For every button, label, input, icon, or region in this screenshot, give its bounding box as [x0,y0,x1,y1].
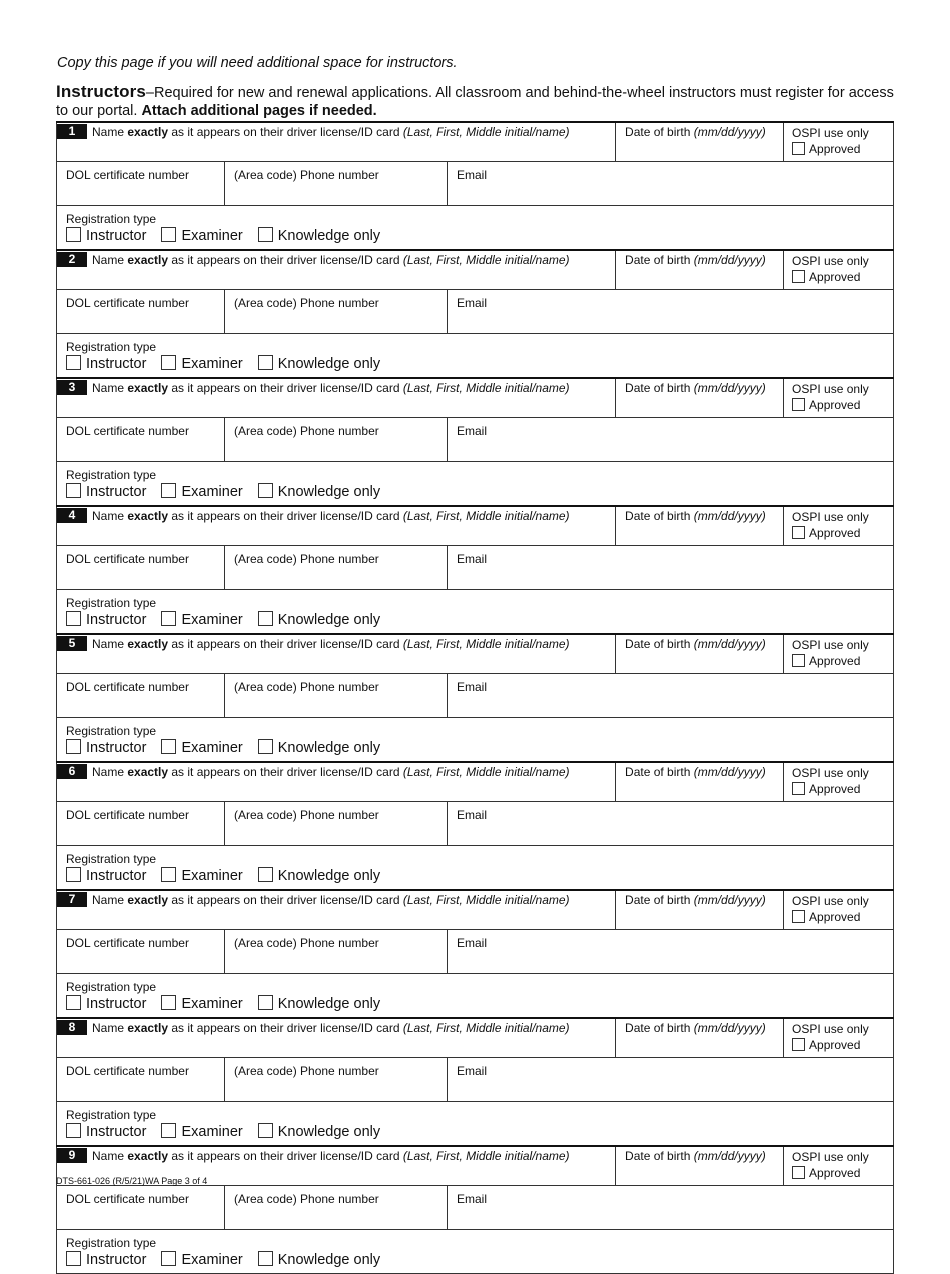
email-field[interactable] [448,930,894,974]
instructor-row-name [57,634,894,674]
instructor-row-contact [57,1186,894,1230]
phone-field[interactable] [225,546,448,590]
dob-label: Date of birth (mm/dd/yyyy) [625,509,766,523]
instructor-checkbox[interactable] [66,1251,81,1266]
approved-checkbox[interactable] [792,1166,805,1179]
instructor-checkbox[interactable] [66,867,81,882]
registration-type-cell [57,334,894,379]
knowledge-only-option-label: Knowledge only [277,1252,381,1268]
instructor-checkbox[interactable] [66,995,81,1010]
dob-field[interactable] [616,634,784,674]
ospi-label: OSPI use only [792,1022,869,1036]
name-label: Name exactly as it appears on their driver license/ID card (Last, First, Middle initial/name) [92,381,570,395]
dol-cert-label: DOL certificate number [66,168,189,182]
ospi-use-cell [784,1018,894,1058]
email-field[interactable] [448,546,894,590]
instructors-table [56,121,894,1274]
phone-field[interactable] [225,418,448,462]
name-label: Name exactly as it appears on their driver license/ID card (Last, First, Middle initial/name) [92,125,570,139]
instructor-row-registration [57,462,894,507]
approved-label: Approved [809,1038,861,1052]
phone-field[interactable] [225,1186,448,1230]
dob-label: Date of birth (mm/dd/yyyy) [625,765,766,779]
name-label: Name exactly as it appears on their driver license/ID card (Last, First, Middle initial/name) [92,765,570,779]
phone-label: (Area code) Phone number [234,1064,379,1078]
instructor-row-contact [57,546,894,590]
instructor-number: 9 [57,1148,87,1163]
name-field[interactable] [57,250,616,290]
examiner-checkbox[interactable] [161,1251,176,1266]
knowledge-only-option-label: Knowledge only [277,356,381,372]
registration-type-label: Registration type [66,468,157,482]
email-label: Email [457,808,488,822]
examiner-option-label: Examiner [181,356,243,372]
name-field[interactable] [57,634,616,674]
instructor-number: 4 [57,508,87,523]
examiner-checkbox[interactable] [161,867,176,882]
email-field[interactable] [448,162,894,206]
name-field[interactable] [57,1018,616,1058]
registration-type-cell [57,1102,894,1147]
dol-cert-label: DOL certificate number [66,808,189,822]
instructor-row-registration [57,1102,894,1147]
instructor-option-label: Instructor [86,356,147,372]
name-field[interactable] [57,378,616,418]
dob-field[interactable] [616,1146,784,1186]
knowledge-only-option-label: Knowledge only [277,484,381,500]
instructor-row-name [57,890,894,930]
registration-type-cell [57,718,894,763]
examiner-option-label: Examiner [181,1124,243,1140]
name-field[interactable] [57,122,616,162]
name-label: Name exactly as it appears on their driver license/ID card (Last, First, Middle initial/name) [92,509,570,523]
dol-cert-field[interactable] [57,162,225,206]
examiner-option-label: Examiner [181,228,243,244]
ospi-label: OSPI use only [792,894,869,908]
email-label: Email [457,936,488,950]
approved-label: Approved [809,142,861,156]
approved-checkbox[interactable] [792,270,805,283]
instructor-option-label: Instructor [86,228,147,244]
examiner-checkbox[interactable] [161,483,176,498]
phone-field[interactable] [225,1058,448,1102]
knowledge-only-checkbox[interactable] [258,867,273,882]
ospi-use-cell [784,122,894,162]
registration-type-cell [57,974,894,1019]
registration-type-label: Registration type [66,212,157,226]
instructor-checkbox[interactable] [66,227,81,242]
phone-label: (Area code) Phone number [234,680,379,694]
registration-type-cell [57,462,894,507]
registration-type-label: Registration type [66,1236,157,1250]
dol-cert-label: DOL certificate number [66,296,189,310]
registration-type-label: Registration type [66,596,157,610]
ospi-use-cell [784,762,894,802]
dol-cert-field[interactable] [57,674,225,718]
examiner-option-label: Examiner [181,996,243,1012]
approved-checkbox[interactable] [792,910,805,923]
phone-field[interactable] [225,290,448,334]
knowledge-only-checkbox[interactable] [258,739,273,754]
instructor-row-contact [57,802,894,846]
examiner-checkbox[interactable] [161,995,176,1010]
instructor-row-name [57,378,894,418]
dol-cert-field[interactable] [57,290,225,334]
email-field[interactable] [448,674,894,718]
instructor-option-label: Instructor [86,1252,147,1268]
knowledge-only-option-label: Knowledge only [277,868,381,884]
knowledge-only-option-label: Knowledge only [277,228,381,244]
instructor-row-registration [57,974,894,1019]
instructor-row-name [57,250,894,290]
phone-label: (Area code) Phone number [234,936,379,950]
phone-label: (Area code) Phone number [234,808,379,822]
ospi-use-cell [784,250,894,290]
intro-text: –Required for new and renewal applications. All classroom and behind-the-wheel instructors must register for access to our portal. [56,85,894,119]
ospi-use-cell [784,378,894,418]
approved-checkbox[interactable] [792,782,805,795]
knowledge-only-option-label: Knowledge only [277,612,381,628]
phone-label: (Area code) Phone number [234,1192,379,1206]
phone-field[interactable] [225,162,448,206]
dob-label: Date of birth (mm/dd/yyyy) [625,893,766,907]
phone-label: (Area code) Phone number [234,552,379,566]
instructor-row-name [57,762,894,802]
dol-cert-field[interactable] [57,1058,225,1102]
examiner-option-label: Examiner [181,484,243,500]
ospi-label: OSPI use only [792,1150,869,1164]
dob-label: Date of birth (mm/dd/yyyy) [625,253,766,267]
approved-checkbox[interactable] [792,654,805,667]
dob-label: Date of birth (mm/dd/yyyy) [625,1149,766,1163]
knowledge-only-checkbox[interactable] [258,995,273,1010]
name-label: Name exactly as it appears on their driver license/ID card (Last, First, Middle initial/name) [92,253,570,267]
email-label: Email [457,1064,488,1078]
instructor-row-registration [57,334,894,379]
dol-cert-label: DOL certificate number [66,936,189,950]
examiner-option-label: Examiner [181,1252,243,1268]
dob-field[interactable] [616,762,784,802]
instructor-row-contact [57,674,894,718]
approved-label: Approved [809,782,861,796]
dol-cert-field[interactable] [57,802,225,846]
dob-field[interactable] [616,890,784,930]
email-label: Email [457,1192,488,1206]
knowledge-only-option-label: Knowledge only [277,996,381,1012]
ospi-use-cell [784,506,894,546]
examiner-checkbox[interactable] [161,1123,176,1138]
instructor-number: 1 [57,124,87,139]
examiner-option-label: Examiner [181,868,243,884]
instructor-number: 8 [57,1020,87,1035]
instructor-checkbox[interactable] [66,611,81,626]
dol-cert-field[interactable] [57,930,225,974]
ospi-label: OSPI use only [792,638,869,652]
registration-type-label: Registration type [66,1108,157,1122]
name-field[interactable] [57,890,616,930]
intro-paragraph [56,83,896,120]
form-footer: DTS-661-026 (R/5/21)WA Page 3 of 4 [56,1176,208,1186]
intro-bold: Attach additional pages if needed. [141,103,377,119]
instructor-row-contact [57,418,894,462]
email-field[interactable] [448,418,894,462]
approved-checkbox[interactable] [792,142,805,155]
instructor-number: 6 [57,764,87,779]
email-label: Email [457,168,488,182]
registration-type-label: Registration type [66,852,157,866]
name-label: Name exactly as it appears on their driver license/ID card (Last, First, Middle initial/name) [92,893,570,907]
instructor-option-label: Instructor [86,868,147,884]
instructor-option-label: Instructor [86,740,147,756]
name-label: Name exactly as it appears on their driver license/ID card (Last, First, Middle initial/name) [92,637,570,651]
approved-label: Approved [809,398,861,412]
approved-checkbox[interactable] [792,398,805,411]
knowledge-only-option-label: Knowledge only [277,740,381,756]
registration-type-cell [57,590,894,635]
instructor-option-label: Instructor [86,996,147,1012]
ospi-use-cell [784,634,894,674]
ospi-label: OSPI use only [792,126,869,140]
instructor-row-contact [57,1058,894,1102]
knowledge-only-checkbox[interactable] [258,355,273,370]
approved-checkbox[interactable] [792,526,805,539]
name-field[interactable] [57,506,616,546]
instructor-row-registration [57,846,894,891]
examiner-checkbox[interactable] [161,227,176,242]
registration-type-cell [57,206,894,251]
instructor-option-label: Instructor [86,484,147,500]
instructor-row-contact [57,162,894,206]
email-label: Email [457,424,488,438]
dob-field[interactable] [616,250,784,290]
examiner-option-label: Examiner [181,740,243,756]
dol-cert-field[interactable] [57,1186,225,1230]
ospi-label: OSPI use only [792,254,869,268]
knowledge-only-checkbox[interactable] [258,483,273,498]
ospi-use-cell [784,890,894,930]
dob-field[interactable] [616,122,784,162]
instructor-row-name [57,1018,894,1058]
registration-type-label: Registration type [66,980,157,994]
phone-label: (Area code) Phone number [234,168,379,182]
email-field[interactable] [448,802,894,846]
approved-label: Approved [809,526,861,540]
ospi-label: OSPI use only [792,510,869,524]
instructor-option-label: Instructor [86,1124,147,1140]
instructor-row-contact [57,930,894,974]
email-label: Email [457,552,488,566]
examiner-checkbox[interactable] [161,611,176,626]
registration-type-label: Registration type [66,340,157,354]
instructor-row-registration [57,718,894,763]
approved-label: Approved [809,1166,861,1180]
dob-label: Date of birth (mm/dd/yyyy) [625,1021,766,1035]
approved-checkbox[interactable] [792,1038,805,1051]
email-field[interactable] [448,1058,894,1102]
dob-field[interactable] [616,378,784,418]
examiner-checkbox[interactable] [161,355,176,370]
dob-label: Date of birth (mm/dd/yyyy) [625,125,766,139]
email-label: Email [457,680,488,694]
approved-label: Approved [809,270,861,284]
instructor-number: 5 [57,636,87,651]
registration-type-label: Registration type [66,724,157,738]
section-title: Instructors [56,82,146,101]
email-label: Email [457,296,488,310]
phone-label: (Area code) Phone number [234,296,379,310]
phone-field[interactable] [225,930,448,974]
approved-label: Approved [809,910,861,924]
knowledge-only-checkbox[interactable] [258,611,273,626]
instructor-checkbox[interactable] [66,739,81,754]
dob-field[interactable] [616,1018,784,1058]
instructor-checkbox[interactable] [66,355,81,370]
dol-cert-label: DOL certificate number [66,552,189,566]
dol-cert-label: DOL certificate number [66,1192,189,1206]
instructor-row-registration [57,590,894,635]
examiner-option-label: Examiner [181,612,243,628]
dol-cert-field[interactable] [57,546,225,590]
ospi-use-cell [784,1146,894,1186]
ospi-label: OSPI use only [792,766,869,780]
email-field[interactable] [448,290,894,334]
instructor-row-contact [57,290,894,334]
instructor-checkbox[interactable] [66,483,81,498]
ospi-label: OSPI use only [792,382,869,396]
knowledge-only-checkbox[interactable] [258,1123,273,1138]
knowledge-only-checkbox[interactable] [258,1251,273,1266]
approved-label: Approved [809,654,861,668]
name-label: Name exactly as it appears on their driver license/ID card (Last, First, Middle initial/name) [92,1149,570,1163]
name-field[interactable] [57,762,616,802]
instructor-number: 2 [57,252,87,267]
instructor-number: 7 [57,892,87,907]
dob-label: Date of birth (mm/dd/yyyy) [625,381,766,395]
instructor-row-registration [57,206,894,251]
dol-cert-field[interactable] [57,418,225,462]
registration-type-cell [57,846,894,891]
name-label: Name exactly as it appears on their driver license/ID card (Last, First, Middle initial/name) [92,1021,570,1035]
dob-label: Date of birth (mm/dd/yyyy) [625,637,766,651]
dol-cert-label: DOL certificate number [66,1064,189,1078]
dol-cert-label: DOL certificate number [66,424,189,438]
instructor-row-registration [57,1230,894,1274]
dob-field[interactable] [616,506,784,546]
phone-field[interactable] [225,674,448,718]
instructor-row-name [57,122,894,162]
dol-cert-label: DOL certificate number [66,680,189,694]
email-field[interactable] [448,1186,894,1230]
instructor-row-name [57,506,894,546]
examiner-checkbox[interactable] [161,739,176,754]
registration-type-cell [57,1230,894,1274]
instructor-number: 3 [57,380,87,395]
phone-field[interactable] [225,802,448,846]
phone-label: (Area code) Phone number [234,424,379,438]
instructor-checkbox[interactable] [66,1123,81,1138]
instructor-option-label: Instructor [86,612,147,628]
knowledge-only-checkbox[interactable] [258,227,273,242]
knowledge-only-option-label: Knowledge only [277,1124,381,1140]
copy-note: Copy this page if you will need additional space for instructors. [57,55,458,71]
